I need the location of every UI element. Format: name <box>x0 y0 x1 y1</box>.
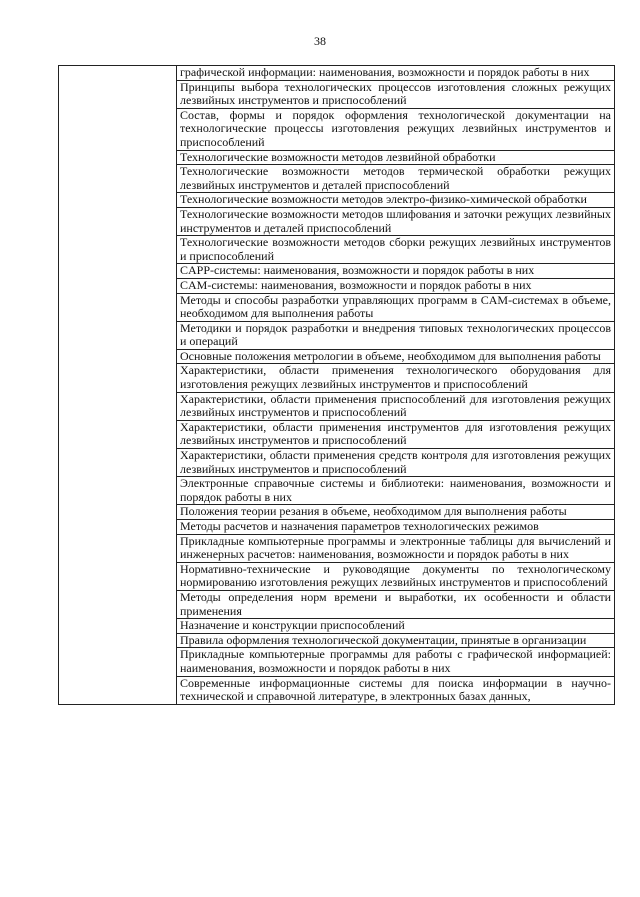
table-cell: Современные информационные системы для поиска информации в научно-технической и справочной литературе, в электронных базах данных, <box>177 676 615 704</box>
table-cell: графической информации: наименования, возможности и порядок работы в них <box>177 66 615 81</box>
table-cell: Прикладные компьютерные программы и электронные таблицы для вычислений и инженерных расчетов: наименования, возможности и порядок работы в них <box>177 534 615 562</box>
table-cell: Технологические возможности методов электро-физико-химической обработки <box>177 193 615 208</box>
table-cell: Принципы выбора технологических процессов изготовления сложных режущих лезвийных инструментов и приспособлений <box>177 80 615 108</box>
table-row <box>59 66 615 81</box>
table-cell: Прикладные компьютерные программы для работы с графической информацией: наименования, возможности и порядок работы в них <box>177 648 615 676</box>
table-cell: Основные положения метрологии в объеме, необходимом для выполнения работы <box>177 349 615 364</box>
table-cell: Нормативно-технические и руководящие документы по технологическому нормированию изготовления режущих лезвийных инструментов и приспособлений <box>177 562 615 590</box>
table-cell: CAM-системы: наименования, возможности и порядок работы в них <box>177 278 615 293</box>
table-cell: Технологические возможности методов лезвийной обработки <box>177 150 615 165</box>
table-cell: Правила оформления технологической документации, принятые в организации <box>177 633 615 648</box>
table-cell: Методы определения норм времени и выработки, их особенности и области применения <box>177 590 615 618</box>
table-cell: Состав, формы и порядок оформления технологической документации на технологические процессы изготовления режущих лезвийных инструментов и приспособлений <box>177 108 615 150</box>
table-cell: CAPP-системы: наименования, возможности и порядок работы в них <box>177 264 615 279</box>
page-number: 38 <box>314 34 326 48</box>
table-cell: Положения теории резания в объеме, необходимом для выполнения работы <box>177 505 615 520</box>
table-cell: Методы и способы разработки управляющих программ в CAM-системах в объеме, необходимом для выполнения работы <box>177 293 615 321</box>
table-cell: Технологические возможности методов шлифования и заточки режущих лезвийных инструментов и деталей приспособлений <box>177 207 615 235</box>
table-cell: Методики и порядок разработки и внедрения типовых технологических процессов и операций <box>177 321 615 349</box>
table-cell: Характеристики, области применения средств контроля для изготовления режущих лезвийных инструментов и приспособлений <box>177 449 615 477</box>
table-cell: Электронные справочные системы и библиотеки: наименования, возможности и порядок работы в них <box>177 477 615 505</box>
table-cell: Характеристики, области применения приспособлений для изготовления режущих лезвийных инструментов и приспособлений <box>177 392 615 420</box>
empty-label-cell <box>59 66 177 705</box>
table-cell: Технологические возможности методов сборки режущих лезвийных инструментов и приспособлений <box>177 236 615 264</box>
table-cell: Методы расчетов и назначения параметров технологических режимов <box>177 520 615 535</box>
table-cell: Характеристики, области применения инструментов для изготовления режущих лезвийных инструментов и приспособлений <box>177 420 615 448</box>
table-cell: Технологические возможности методов термической обработки режущих лезвийных инструментов и деталей приспособлений <box>177 165 615 193</box>
knowledge-table <box>58 65 615 705</box>
table-cell: Назначение и конструкции приспособлений <box>177 619 615 634</box>
table-cell: Характеристики, области применения технологического оборудования для изготовления режущих лезвийных инструментов и приспособлений <box>177 364 615 392</box>
